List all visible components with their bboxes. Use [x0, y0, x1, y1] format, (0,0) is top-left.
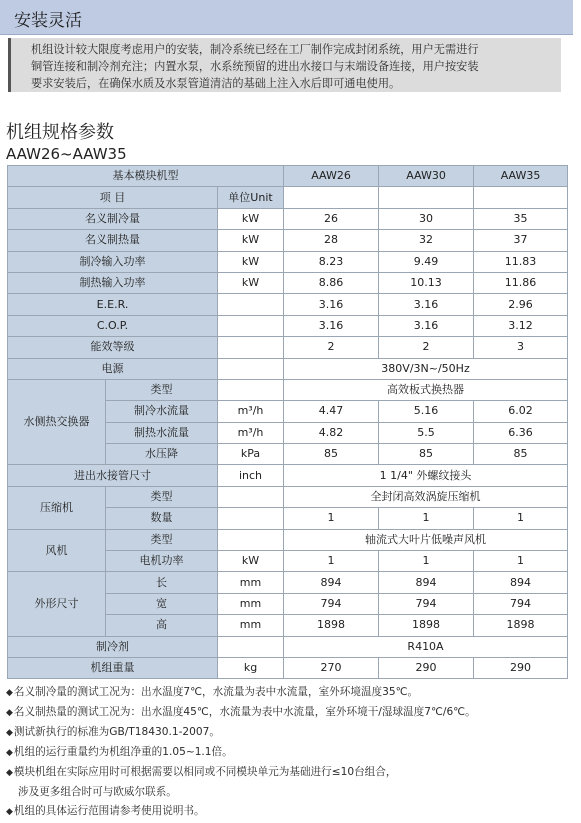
unit-cell: kW [218, 272, 284, 293]
row-label: 类型 [106, 486, 218, 507]
note-continuation: 涉及更多组合时可与欧威尔联系。 [18, 786, 177, 798]
value-cell: 85 [474, 444, 568, 465]
row-label: 高 [106, 615, 218, 636]
value-cell: 85 [284, 444, 379, 465]
value-cell: 1 1/4" 外螺纹接头 [284, 465, 568, 486]
spec-table [7, 165, 568, 679]
unit-cell: mm [218, 572, 284, 593]
unit-cell [218, 529, 284, 550]
intro-line: 要求安装后，在确保水质及水泵管道清洁的基础上注入水后即可通电使用。 [31, 77, 401, 90]
value-cell: 1 [379, 508, 474, 529]
note-text: 机组的运行重量约为机组净重的1.05~1.1倍。 [13, 746, 233, 758]
unit-cell: kW [218, 251, 284, 272]
section-title: 安装灵活 [14, 11, 82, 31]
unit-cell: m³/h [218, 401, 284, 422]
unit-cell [218, 636, 284, 657]
row-label: E.E.R. [8, 294, 218, 315]
group-label: 外形尺寸 [8, 572, 106, 636]
unit-cell [218, 486, 284, 507]
bullet-icon: ◆ [6, 728, 13, 738]
value-cell: 11.86 [474, 272, 568, 293]
value-cell: 10.13 [379, 272, 474, 293]
note-text: 名义制热量的测试工况为：出水温度45℃，水流量为表中水流量，室外环境干/湿球温度7℃/6℃。 [13, 706, 476, 718]
table-row [8, 572, 568, 593]
unit-cell: kPa [218, 444, 284, 465]
value-cell: 37 [474, 230, 568, 251]
value-cell: 2.96 [474, 294, 568, 315]
value-cell: 3.16 [379, 315, 474, 336]
table-row [8, 529, 568, 550]
bullet-icon: ◆ [6, 768, 13, 778]
note-item [6, 723, 576, 743]
value-cell: 1 [474, 551, 568, 572]
table-row [8, 230, 568, 251]
header-label: 基本模块机型 [8, 166, 284, 187]
table-cell [284, 187, 379, 208]
value-cell: 2 [284, 337, 379, 358]
value-cell: 8.23 [284, 251, 379, 272]
unit-cell: kW [218, 551, 284, 572]
value-cell: 轴流式大叶片低噪声风机 [284, 529, 568, 550]
note-text: 模块机组在实际应用时可根据需要以相同或不同模块单元为基础进行≤10台组合， [13, 766, 397, 778]
table-row [8, 251, 568, 272]
value-cell: 1 [284, 551, 379, 572]
row-label: 类型 [106, 529, 218, 550]
intro-box [8, 38, 561, 92]
unit-cell [218, 294, 284, 315]
table-row [8, 379, 568, 400]
value-cell: 290 [379, 657, 474, 678]
note-text: 测试新执行的标准为GB/T18430.1-2007。 [13, 726, 220, 738]
item-label: 项 目 [8, 187, 218, 208]
value-cell: 1898 [379, 615, 474, 636]
value-cell: 3.12 [474, 315, 568, 336]
value-cell: 3 [474, 337, 568, 358]
unit-cell: kW [218, 230, 284, 251]
table-row [8, 272, 568, 293]
row-label: 能效等级 [8, 337, 218, 358]
value-cell: 全封闭高效涡旋压缩机 [284, 486, 568, 507]
value-cell: 8.86 [284, 272, 379, 293]
note-text: 名义制冷量的测试工况为：出水温度7℃，水流量为表中水流量，室外环境温度35℃。 [13, 686, 419, 698]
value-cell: 高效板式换热器 [284, 379, 568, 400]
value-cell: 1 [474, 508, 568, 529]
unit-cell: kg [218, 657, 284, 678]
unit-cell [218, 358, 284, 379]
row-label: 制冷输入功率 [8, 251, 218, 272]
value-cell: 2 [379, 337, 474, 358]
note-item [6, 703, 576, 723]
note-item [6, 802, 576, 822]
table-row [8, 358, 568, 379]
value-cell: 4.82 [284, 422, 379, 443]
row-label: 长 [106, 572, 218, 593]
row-label: 数量 [106, 508, 218, 529]
value-cell: 5.16 [379, 401, 474, 422]
section-header [0, 0, 573, 35]
intro-line: 铜管连接和制冷剂充注；内置水泵，水系统预留的进出水接口与末端设备连接，用户按安装 [31, 60, 479, 73]
row-label: 名义制冷量 [8, 208, 218, 229]
value-cell: 1 [284, 508, 379, 529]
value-cell: 5.5 [379, 422, 474, 443]
unit-cell [218, 337, 284, 358]
value-cell: 85 [379, 444, 474, 465]
table-row [8, 465, 568, 486]
value-cell: 794 [379, 593, 474, 614]
unit-cell: m³/h [218, 422, 284, 443]
value-cell: 28 [284, 230, 379, 251]
unit-cell [218, 508, 284, 529]
unit-cell [218, 379, 284, 400]
table-row [8, 636, 568, 657]
value-cell: 3.16 [284, 315, 379, 336]
specs-title: 机组规格参数 [6, 122, 114, 143]
value-cell: 11.83 [474, 251, 568, 272]
row-label: 制冷水流量 [106, 401, 218, 422]
unit-cell: mm [218, 593, 284, 614]
row-label: 宽 [106, 593, 218, 614]
model-header: AAW26 [284, 166, 379, 187]
value-cell: 6.36 [474, 422, 568, 443]
note-item [6, 743, 576, 763]
value-cell: 794 [284, 593, 379, 614]
group-label: 压缩机 [8, 486, 106, 529]
value-cell: 3.16 [379, 294, 474, 315]
row-label: 制冷剂 [8, 636, 218, 657]
note-item [6, 683, 576, 703]
row-label: 类型 [106, 379, 218, 400]
row-label: 名义制热量 [8, 230, 218, 251]
unit-cell: mm [218, 615, 284, 636]
row-label: 制热输入功率 [8, 272, 218, 293]
value-cell: 894 [474, 572, 568, 593]
row-label: 制热水流量 [106, 422, 218, 443]
value-cell: 26 [284, 208, 379, 229]
value-cell: 3.16 [284, 294, 379, 315]
value-cell: 4.47 [284, 401, 379, 422]
value-cell: 1 [379, 551, 474, 572]
value-cell: 1898 [474, 615, 568, 636]
value-cell: 6.02 [474, 401, 568, 422]
intro-line: 机组设计较大限度考虑用户的安装，制冷系统已经在工厂制作完成封闭系统，用户无需进行 [31, 43, 479, 56]
bullet-icon: ◆ [6, 708, 13, 718]
value-cell: 794 [474, 593, 568, 614]
value-cell: 290 [474, 657, 568, 678]
row-label: C.O.P. [8, 315, 218, 336]
value-cell: 32 [379, 230, 474, 251]
unit-cell: inch [218, 465, 284, 486]
value-cell: 270 [284, 657, 379, 678]
value-cell: 894 [284, 572, 379, 593]
value-cell: 1898 [284, 615, 379, 636]
table-row [8, 166, 568, 187]
table-row [8, 315, 568, 336]
table-row [8, 294, 568, 315]
group-label: 风机 [8, 529, 106, 572]
bullet-icon: ◆ [6, 688, 13, 698]
row-label: 机组重量 [8, 657, 218, 678]
unit-label: 单位Unit [218, 187, 284, 208]
notes [6, 683, 576, 822]
row-label: 电机功率 [106, 551, 218, 572]
note-item [6, 763, 576, 783]
value-cell: 380V/3N~/50Hz [284, 358, 568, 379]
table-cell [379, 187, 474, 208]
row-label: 电源 [8, 358, 218, 379]
table-row [8, 187, 568, 208]
value-cell: 35 [474, 208, 568, 229]
value-cell: 30 [379, 208, 474, 229]
table-row [8, 208, 568, 229]
note-text: 机组的具体运行范围请参考使用说明书。 [13, 805, 205, 817]
value-cell: 894 [379, 572, 474, 593]
model-header: AAW35 [474, 166, 568, 187]
group-label: 水侧热交换器 [8, 379, 106, 465]
model-header: AAW30 [379, 166, 474, 187]
value-cell: R410A [284, 636, 568, 657]
table-row [8, 657, 568, 678]
unit-cell [218, 315, 284, 336]
table-cell [474, 187, 568, 208]
bullet-icon: ◆ [6, 748, 13, 758]
unit-cell: kW [218, 208, 284, 229]
row-label: 进出水接管尺寸 [8, 465, 218, 486]
table-row [8, 486, 568, 507]
value-cell: 9.49 [379, 251, 474, 272]
specs-subtitle: AAW26~AAW35 [6, 145, 127, 163]
table-row [8, 337, 568, 358]
row-label: 水压降 [106, 444, 218, 465]
bullet-icon: ◆ [6, 807, 13, 817]
